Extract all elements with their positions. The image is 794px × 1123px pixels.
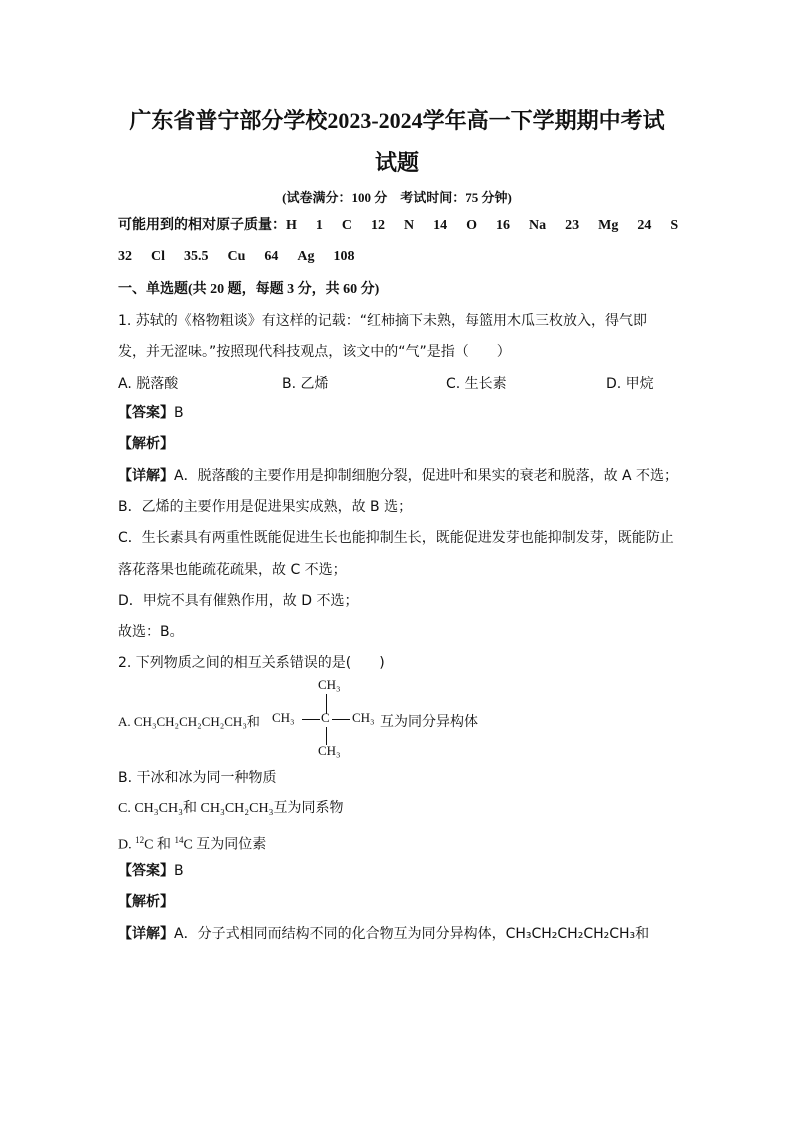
neopentane-structure [272,677,382,763]
atomic-mass-line1 [118,216,697,236]
q1-detail-line4: 落花落果也能疏花疏果，故 C 不选； [118,562,347,578]
line1-token: Mg [598,218,619,233]
q1-detail-line5: D．甲烷不具有催熟作用，故 D 不选； [118,593,359,609]
line2-token: Cl [151,249,165,264]
line1-token: 1 [315,218,323,233]
line1-token: 12 [371,218,386,233]
line2-token: 64 [264,249,279,264]
answer-label: 【答案】 [118,863,174,879]
answer-value: B [174,863,184,879]
q1-detail-line3: C．生长素具有两重性既能促进生长也能抑制生长，既能促进发芽也能抑制发芽，既能防止 [118,530,674,546]
atomic-mass-line2 [118,247,374,267]
q2-option-c: C. CH₃CH₃和 CH₃CH₂CH₃互为同系物 [118,801,344,816]
atomic-mass-label: 可能用到的相对原子质量： [118,218,286,233]
q2-option-a-prefix: A. CH₃CH₂CH₂CH₂CH₃和 [118,714,260,729]
detail-text: A．脱落酸的主要作用是抑制细胞分裂，促进叶和果实的衰老和脱落，故 A 不选； [174,468,679,484]
line1-token: Na [529,218,547,233]
line2-token: Cu [227,249,246,264]
line1-token: N [404,218,415,233]
q2-stem: 2. 下列物质之间的相互关系错误的是( ) [118,655,385,671]
q1-detail-line2: B．乙烯的主要作用是促进果实成熟，故 B 选； [118,499,413,515]
q2-option-a-suffix: 互为同分异构体 [380,714,478,730]
structure-left-group: CH₃ [272,710,295,725]
q2-answer [118,861,184,881]
option-d-label: D. [118,837,136,853]
line2-token: 108 [333,249,355,264]
isotope-mass-14: 14 [174,835,184,845]
line1-token: H [286,218,297,233]
line1-token: O [466,218,478,233]
structure-top-group: CH₃ [318,677,341,692]
q1-detail-line1 [118,466,678,486]
q2-analysis-label: 【解析】 [118,894,174,910]
q1-stem-line2: 发，并无涩味。”按照现代科技观点，该文中的“气”是指（ ） [118,344,511,360]
structure-right-group: CH₃ [352,710,375,725]
detail-label: 【详解】 [118,468,174,484]
answer-value: B [174,405,184,421]
option-d-end: C 互为同位素 [183,837,267,853]
line2-token: 35.5 [184,249,209,264]
document-title-line1: 广东省普宁部分学校2023-2024学年高一下学期期中考试 [129,108,665,133]
structure-center-carbon: C [321,710,330,725]
line1-token: 16 [496,218,511,233]
detail-label: 【详解】 [118,926,174,942]
detail-text: A．分子式相同而结构不同的化合物互为同分异构体，CH₃CH₂CH₂CH₂CH₃和 [174,926,650,942]
answer-label: 【答案】 [118,405,174,421]
q1-option-c: C. 生长素 [446,376,507,392]
exam-meta: (试卷满分：100 分 考试时间：75 分钟) [282,190,512,205]
line1-token: 24 [637,218,652,233]
line1-token: 23 [565,218,580,233]
q1-answer [118,403,184,423]
isotope-mass-12: 12 [135,835,145,845]
line1-token: 14 [433,218,448,233]
line1-token: S [670,218,679,233]
option-d-middle: C 和 [144,837,175,853]
q2-detail-line1 [118,924,649,944]
q2-option-b: B. 干冰和冰为同一种物质 [118,770,277,786]
q1-option-b: B. 乙烯 [282,376,329,392]
q1-option-d: D. 甲烷 [606,376,654,392]
structure-bottom-group: CH₃ [318,743,341,758]
q1-detail-line6: 故选：B。 [118,624,184,640]
line2-token: 32 [118,249,132,264]
q1-stem-line1: 1. 苏轼的《格物粗谈》有这样的记载：“红柿摘下未熟，每篮用木瓜三枚放入，得气即 [118,313,648,329]
q2-option-d [118,830,266,856]
document-title-line2: 试题 [374,150,419,175]
line1-token: C [341,218,353,233]
q1-option-a: A. 脱落酸 [118,376,179,392]
section-heading: 一、单选题(共 20 题，每题 3 分，共 60 分) [118,282,380,297]
q1-analysis-label: 【解析】 [118,436,174,452]
line2-token: Ag [297,249,315,264]
